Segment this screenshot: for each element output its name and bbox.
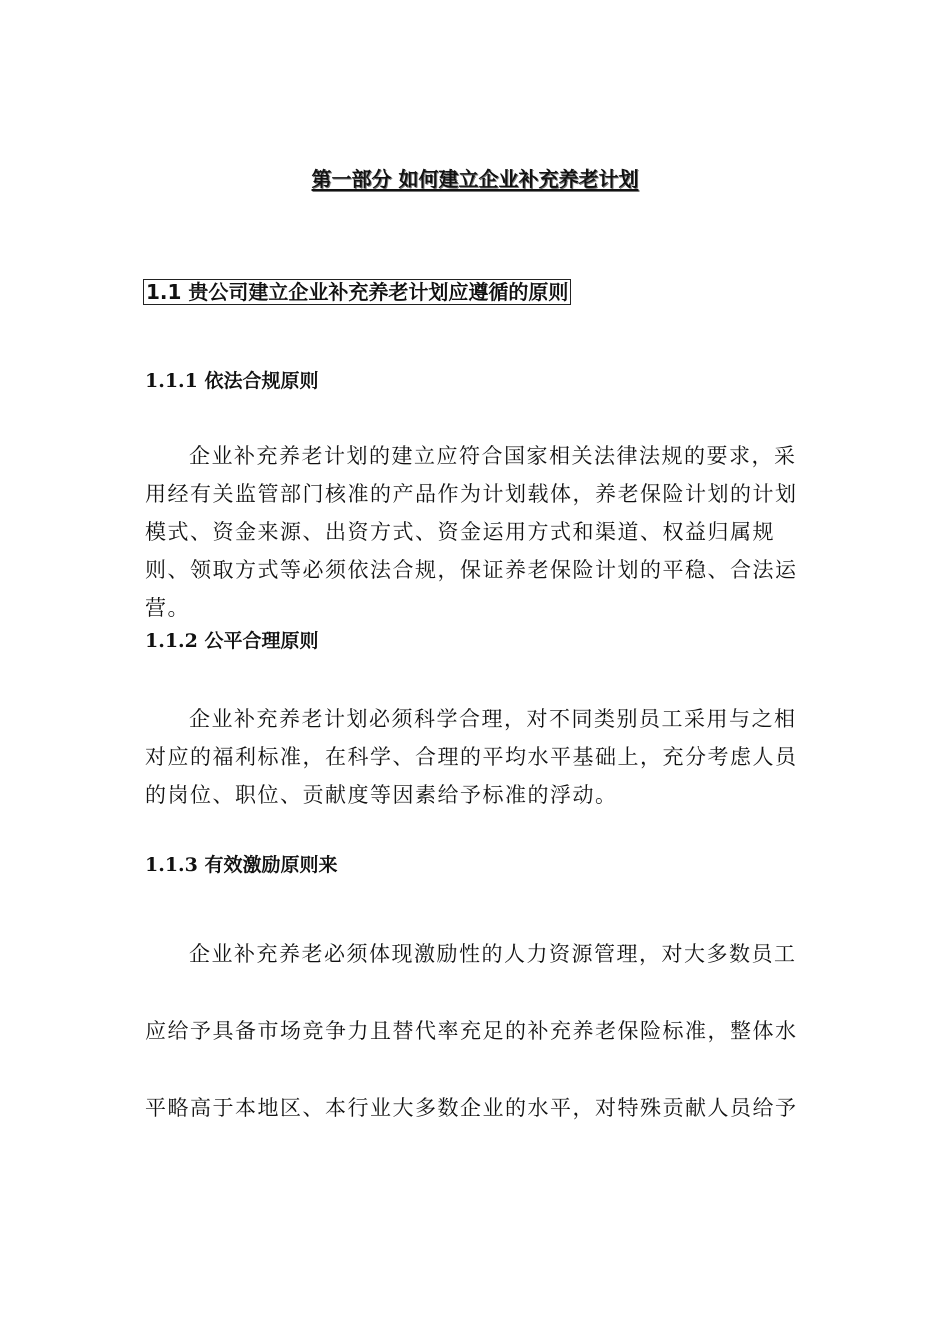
principle-heading-3: 1.1.3 有效激励原则来	[145, 854, 338, 876]
principle-body-3-line-3: 平略高于本地区、本行业大多数企业的水平，对特殊贡献人员给予	[145, 1096, 798, 1120]
page-title-text: 第一部分 如何建立企业补充养老计划	[311, 167, 639, 191]
section-heading	[143, 278, 571, 306]
principle-heading-1: 1.1.1 依法合规原则	[145, 370, 319, 392]
section-heading-text: 1.1 贵公司建立企业补充养老计划应遵循的原则	[143, 279, 571, 305]
principle-body-2: 企业补充养老计划必须科学合理，对不同类别员工采用与之相对应的福利标准，在科学、合理的平均水平基础上，充分考虑人员的岗位、职位、贡献度等因素给予标准的浮动。	[145, 707, 798, 807]
page-title	[0, 165, 950, 193]
principle-body-1: 企业补充养老计划的建立应符合国家相关法律法规的要求，采用经有关监管部门核准的产品作为计划载体，养老保险计划的计划模式、资金来源、出资方式、资金运用方式和渠道、权益归属规则、领取方式等必须依法合规，保证养老保险计划的平稳、合法运营。	[145, 444, 798, 620]
principle-body-3-line-2: 应给予具备市场竞争力且替代率充足的补充养老保险标准，整体水	[145, 1019, 798, 1043]
principle-heading-2: 1.1.2 公平合理原则	[145, 630, 319, 652]
principle-body-3-line-1: 企业补充养老必须体现激励性的人力资源管理，对大多数员工	[189, 942, 797, 966]
